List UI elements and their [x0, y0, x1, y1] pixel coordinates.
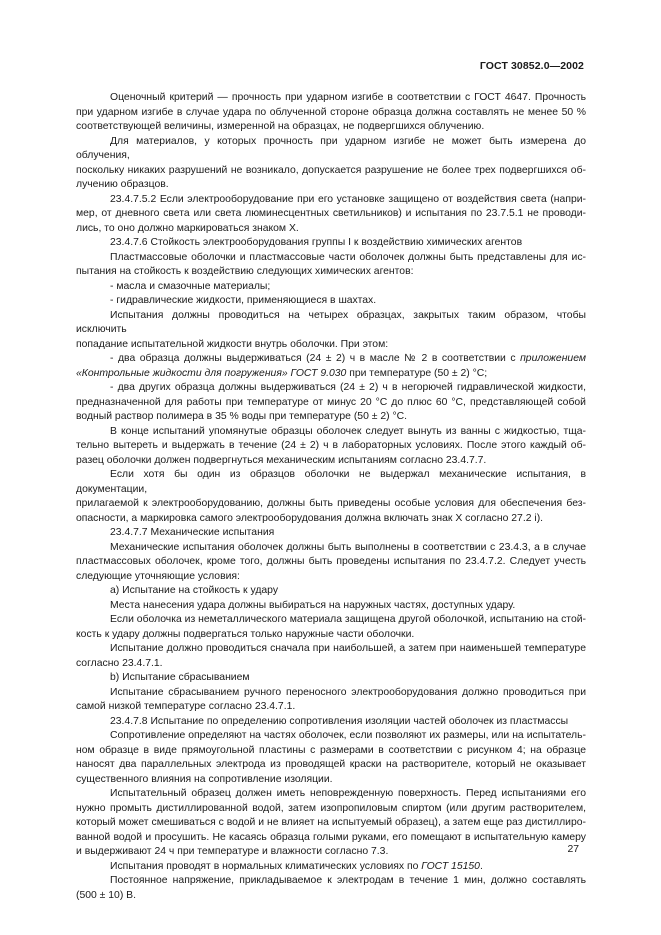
body-paragraph: [76, 280, 586, 295]
paragraph-line: ном образце в виде прямоугольной пластины с размерами в соответствии с рисунком 4; на образце: [76, 744, 586, 756]
paragraph-line: а) Испытание на стойкость к удару: [110, 585, 279, 596]
paragraph-line: тельно вытереть и выдержать в течение (24 ± 2) ч в лабораторных условиях. После этого каждый об-: [76, 440, 586, 451]
paragraph-line: попадание испытательной жидкости внутрь оболочки. При этом:: [76, 338, 389, 350]
paragraph-line: лись, то оно должно маркироваться знаком X.: [76, 222, 299, 234]
body-paragraph: [76, 236, 586, 251]
paragraph-line: ванной водой и просушить. Не касаясь образца голыми руками, его помещают в испытательную камеру: [76, 831, 586, 843]
body-paragraph: [76, 874, 586, 903]
paragraph-line: предназначенной для работы при температуре от минус 20 °С до плюс 60 °С, представляющей собой: [76, 396, 586, 408]
paragraph-line: 23.4.7.6 Стойкость электрооборудования группы I к воздействию химических агентов: [110, 237, 523, 248]
paragraph-line: нужно промыть дистиллированной водой, затем изопропиловым спиртом (или другим растворителем,: [76, 802, 586, 814]
paragraph-line: Испытания должны проводиться на четырех образцах, закрытых таким образом, чтобы исключить: [76, 309, 586, 335]
paragraph-line: самой низкой температуре согласно 23.4.7.1.: [76, 701, 296, 712]
paragraph-line: поскольку никаких разрушений не возникало, допускается разрушение не более трех подвергшихся об-: [76, 164, 586, 176]
paragraph-line: при ударном изгибе в случае удара по облученной стороне образца должна составлять не менее 50 %: [76, 106, 586, 118]
paragraph-line: пластмассовых оболочек, кроме того, должны быть проведены испытания по 23.4.7.2. Следует учесть: [76, 556, 586, 567]
paragraph-line: Постоянное напряжение, прикладываемое к электродам в течение 1 мин, должно составлять: [110, 875, 586, 886]
body-paragraph: [76, 352, 586, 381]
paragraph-line: Механические испытания оболочек должны быть выполнены в соответствии с 23.4.3, а в случае: [110, 541, 586, 553]
paragraph-line: Если оболочка из неметаллического материала защищена другой оболочкой, испытанию на стой-: [110, 614, 586, 625]
paragraph-line: - два других образца должны выдерживаться (24 ± 2) ч в негорючей гидравлической жидкости,: [110, 382, 586, 393]
paragraph-line: В конце испытаний упомянутые образцы оболочек следует вынуть из ванны с жидкостью, тща-: [110, 425, 586, 437]
paragraph-line: следующие уточняющие условия:: [76, 570, 240, 582]
body-paragraph: [76, 642, 586, 671]
paragraph-line: Испытание сбрасыванием ручного переносного электрооборудования должно проводиться при: [110, 686, 586, 698]
paragraph-line: кость к удару должны подвергаться только наружные части оболочки.: [76, 628, 415, 640]
paragraph-line: водный раствор полимера в 35 % воды при температуре (50 ± 2) °С.: [76, 411, 407, 422]
body-paragraph: [76, 91, 586, 135]
body-paragraph: [76, 468, 586, 526]
body-paragraph: [76, 686, 586, 715]
paragraph-line: который может смешиваться с водой и не влияет на испытуемый образец), а затем еще раз дистиллиро-: [76, 817, 586, 828]
paragraph-line: согласно 23.4.7.1.: [76, 657, 163, 669]
paragraph-line: - масла и смазочные материалы;: [110, 280, 271, 292]
paragraph-line: Испытание должно проводиться сначала при наибольшей, а затем при наименьшей температуре: [110, 643, 586, 654]
paragraph-line: Сопротивление определяют на частях оболочек, если позволяют их размеры, или на испытатель-: [110, 730, 586, 741]
paragraph-line: - гидравлические жидкости, применяющиеся в шахтах.: [110, 295, 377, 306]
paragraph-line: 23.4.7.5.2 Если электрооборудование при его установке защищено от воздействия света (напри-: [110, 193, 586, 205]
paragraph-line: опасности, а маркировка самого электрооборудования должна включать знак X согласно 27.2 i).: [76, 512, 544, 524]
paragraph-line: разец оболочки должен подвергнуться механическим испытаниям согласно 23.4.7.7.: [76, 454, 487, 466]
body-paragraph: [76, 251, 586, 280]
paragraph-line: Для материалов, у которых прочность при ударном изгибе не может быть измерена до облучения,: [76, 135, 586, 161]
paragraph-line: наносят два параллельных электрода из проводящей краски на растворителе, который не оказывает: [76, 759, 586, 770]
paragraph-line: Места нанесения удара должны выбираться на наружных частях, доступных удару.: [110, 599, 516, 611]
page-number: 27: [567, 844, 579, 855]
paragraph-line: лучению образцов.: [76, 179, 169, 190]
body-paragraph: [76, 425, 586, 469]
paragraph-line: и выдерживают 24 ч при температуре и влажности согласно 7.3.: [76, 846, 389, 857]
paragraph-line: - два образца должны выдерживаться (24 ± 2) ч в масле № 2 в соответствии с приложением: [110, 353, 586, 364]
paragraph-line: Испытания проводят в нормальных климатических условиях по ГОСТ 15150.: [110, 860, 483, 872]
paragraph-line: пытания на стойкость к воздействию следующих химических агентов:: [76, 266, 414, 277]
paragraph-line: существенного влияния на сопротивление изоляции.: [76, 773, 333, 785]
body-paragraph: [76, 309, 586, 353]
body-paragraph: [76, 860, 586, 875]
body-paragraph: [76, 584, 586, 599]
body-paragraph: [76, 294, 586, 309]
document-body: [76, 91, 586, 903]
body-paragraph: [76, 599, 586, 614]
paragraph-line: (500 ± 10) В.: [76, 889, 136, 901]
body-paragraph: [76, 787, 586, 860]
document-header: ГОСТ 30852.0—2002: [479, 60, 584, 72]
body-paragraph: [76, 381, 586, 425]
body-paragraph: [76, 526, 586, 541]
paragraph-line: Оценочный критерий — прочность при ударном изгибе в соответствии с ГОСТ 4647. Прочность: [110, 92, 586, 103]
paragraph-line: Испытательный образец должен иметь неповрежденную поверхность. Перед испытаниями его: [110, 788, 586, 799]
paragraph-line: Если хотя бы один из образцов оболочки не выдержал механические испытания, в документации,: [76, 469, 586, 495]
paragraph-line: «Контрольные жидкости для погружения» ГОСТ 9.030 при температуре (50 ± 2) °С;: [76, 367, 488, 379]
body-paragraph: [76, 613, 586, 642]
paragraph-line: 23.4.7.8 Испытание по определению сопротивления изоляции частей оболочек из пластмассы: [110, 715, 569, 727]
body-paragraph: [76, 715, 586, 730]
paragraph-line: соответствующей величины, измеренной на образцах, не подвергшихся облучению.: [76, 121, 485, 132]
paragraph-line: прилагаемой к электрооборудованию, должны быть приведены особые условия для обеспечения без-: [76, 498, 586, 509]
paragraph-line: b) Испытание сбрасыванием: [110, 672, 250, 683]
body-paragraph: [76, 541, 586, 585]
body-paragraph: [76, 671, 586, 686]
body-paragraph: [76, 729, 586, 787]
body-paragraph: [76, 193, 586, 237]
paragraph-line: 23.4.7.7 Механические испытания: [110, 527, 275, 538]
paragraph-line: Пластмассовые оболочки и пластмассовые части оболочек должны быть представлены для ис-: [110, 251, 586, 263]
paragraph-line: мер, от дневного света или света люминесцентных светильников) и испытания по 23.7.5.1 не проводи-: [76, 208, 586, 219]
body-paragraph: [76, 135, 586, 193]
